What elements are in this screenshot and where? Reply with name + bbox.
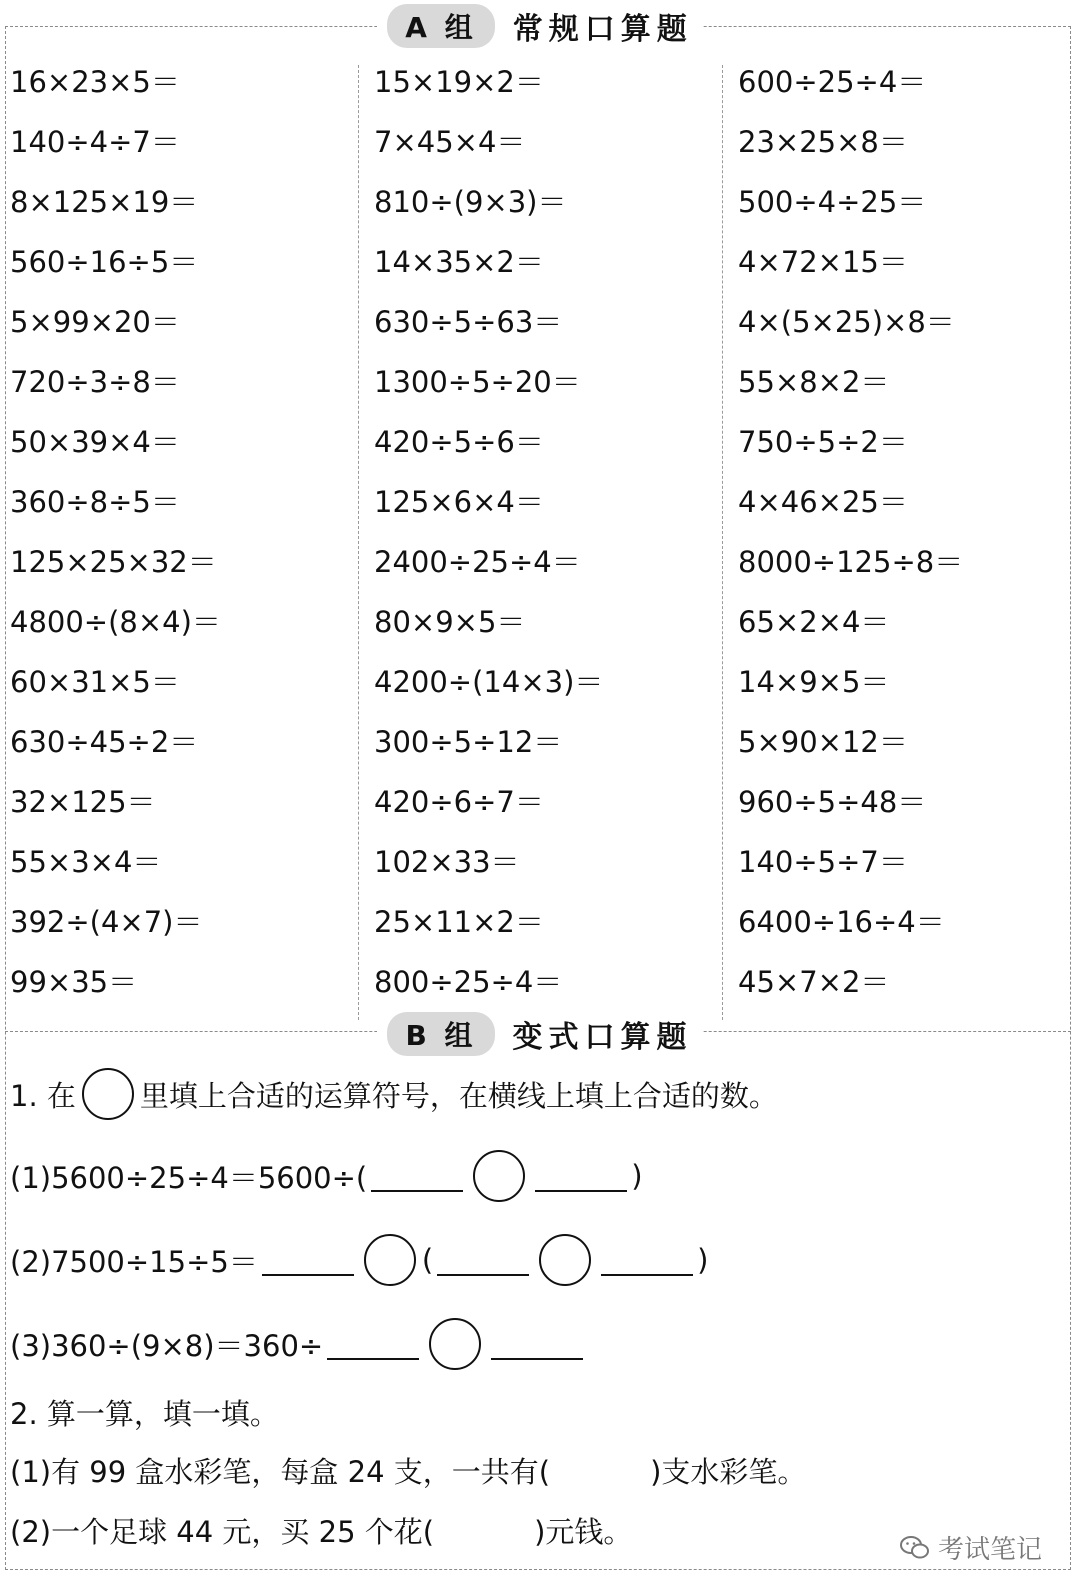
answer-blank[interactable] (491, 1328, 583, 1360)
answer-blank[interactable] (437, 1244, 529, 1276)
problem: 140÷4÷7＝ (10, 125, 180, 159)
problem: 4×46×25＝ (738, 485, 908, 519)
problem-column-3 (738, 52, 963, 1012)
watermark-text: 考试笔记 (937, 1535, 1042, 1565)
problem: 45×7×2＝ (738, 965, 890, 999)
problem: 99×35＝ (10, 965, 138, 999)
section-a-header (0, 4, 1080, 48)
q2-p2-left: (2)一个足球 44 元，买 25 个花( (10, 1515, 435, 1549)
problem: 23×25×8＝ (738, 125, 908, 159)
operator-circle[interactable] (473, 1150, 525, 1202)
question-1-prefix: 1. 在 (10, 1078, 76, 1113)
problem: 630÷5÷63＝ (374, 305, 563, 339)
problem: 630÷45÷2＝ (10, 725, 199, 759)
problem-column-1 (10, 52, 221, 1012)
answer-blank[interactable] (535, 1160, 627, 1192)
q1-p2-mid: ( (421, 1243, 434, 1277)
problem: 4×(5×25)×8＝ (738, 305, 955, 339)
problem: 600÷25÷4＝ (738, 65, 927, 99)
section-b-header (0, 1012, 1080, 1056)
question-1-prompt (10, 1068, 778, 1120)
problem: 300÷5÷12＝ (374, 725, 563, 759)
problem: 60×31×5＝ (10, 665, 180, 699)
question-1-part-2 (10, 1234, 709, 1286)
section-a-badge: A 组 (387, 4, 494, 48)
problem: 392÷(4×7)＝ (10, 905, 203, 939)
problem: 125×6×4＝ (374, 485, 544, 519)
answer-blank[interactable] (262, 1244, 354, 1276)
problem: 8×125×19＝ (10, 185, 199, 219)
problem: 5×90×12＝ (738, 725, 908, 759)
problem: 65×2×4＝ (738, 605, 890, 639)
question-1-part-1 (10, 1150, 643, 1202)
operator-circle[interactable] (364, 1234, 416, 1286)
problem: 420÷5÷6＝ (374, 425, 544, 459)
answer-blank[interactable] (601, 1244, 693, 1276)
problem: 720÷3÷8＝ (10, 365, 180, 399)
problem: 55×3×4＝ (10, 845, 162, 879)
problem: 15×19×2＝ (374, 65, 544, 99)
problem: 960÷5÷48＝ (738, 785, 927, 819)
section-a-title: 常规口算题 (512, 12, 693, 47)
problem: 5×99×20＝ (10, 305, 180, 339)
problem: 25×11×2＝ (374, 905, 544, 939)
question-1-suffix: 里填上合适的运算符号，在横线上填上合适的数。 (139, 1078, 778, 1113)
problem: 6400÷16÷4＝ (738, 905, 945, 939)
question-2-part-1 (10, 1450, 806, 1491)
problem: 125×25×32＝ (10, 545, 217, 579)
problem: 4200÷(14×3)＝ (374, 665, 604, 699)
problem: 50×39×4＝ (10, 425, 180, 459)
operator-circle[interactable] (429, 1318, 481, 1370)
column-divider (722, 65, 723, 1020)
problem-column-2 (374, 52, 603, 1012)
problem: 7×45×4＝ (374, 125, 526, 159)
operator-circle[interactable] (539, 1234, 591, 1286)
problem: 14×35×2＝ (374, 245, 544, 279)
section-b-title: 变式口算题 (512, 1020, 693, 1055)
problem: 8000÷125÷8＝ (738, 545, 964, 579)
problem: 102×33＝ (374, 845, 520, 879)
problem: 55×8×2＝ (738, 365, 890, 399)
answer-blank[interactable] (371, 1160, 463, 1192)
problem: 16×23×5＝ (10, 65, 180, 99)
q2-p1-right: )支水彩笔。 (650, 1455, 807, 1489)
problem: 4×72×15＝ (738, 245, 908, 279)
question-1-part-3 (10, 1318, 587, 1370)
problem: 420÷6÷7＝ (374, 785, 544, 819)
q2-p2-right: )元钱。 (534, 1515, 633, 1549)
problem: 1300÷5÷20＝ (374, 365, 581, 399)
column-divider (358, 65, 359, 1020)
problem: 80×9×5＝ (374, 605, 526, 639)
problem: 560÷16÷5＝ (10, 245, 199, 279)
problem: 360÷8÷5＝ (10, 485, 180, 519)
watermark (900, 1529, 1042, 1566)
wechat-icon (900, 1535, 930, 1561)
q1-p1-right: ) (631, 1159, 643, 1193)
section-b-badge: B 组 (387, 1012, 494, 1056)
question-2-part-2 (10, 1510, 632, 1551)
answer-blank[interactable] (327, 1328, 419, 1360)
problem: 140÷5÷7＝ (738, 845, 908, 879)
operator-circle-example (82, 1068, 134, 1120)
q1-p3-left: (3)360÷(9×8)＝360÷ (10, 1328, 324, 1363)
problem: 810÷(9×3)＝ (374, 185, 567, 219)
problem: 800÷25÷4＝ (374, 965, 563, 999)
q1-p2-left: (2)7500÷15÷5＝ (10, 1244, 258, 1279)
q2-p1-left: (1)有 99 盒水彩笔，每盒 24 支，一共有( (10, 1455, 551, 1489)
problem: 32×125＝ (10, 785, 156, 819)
problem: 14×9×5＝ (738, 665, 890, 699)
problem: 500÷4÷25＝ (738, 185, 927, 219)
problem: 750÷5÷2＝ (738, 425, 908, 459)
problem: 2400÷25÷4＝ (374, 545, 581, 579)
q1-p1-left: (1)5600÷25÷4＝5600÷( (10, 1160, 368, 1195)
q1-p2-right: ) (697, 1243, 709, 1277)
problem: 4800÷(8×4)＝ (10, 605, 221, 639)
question-2-title: 2. 算一算，填一填。 (10, 1397, 279, 1431)
